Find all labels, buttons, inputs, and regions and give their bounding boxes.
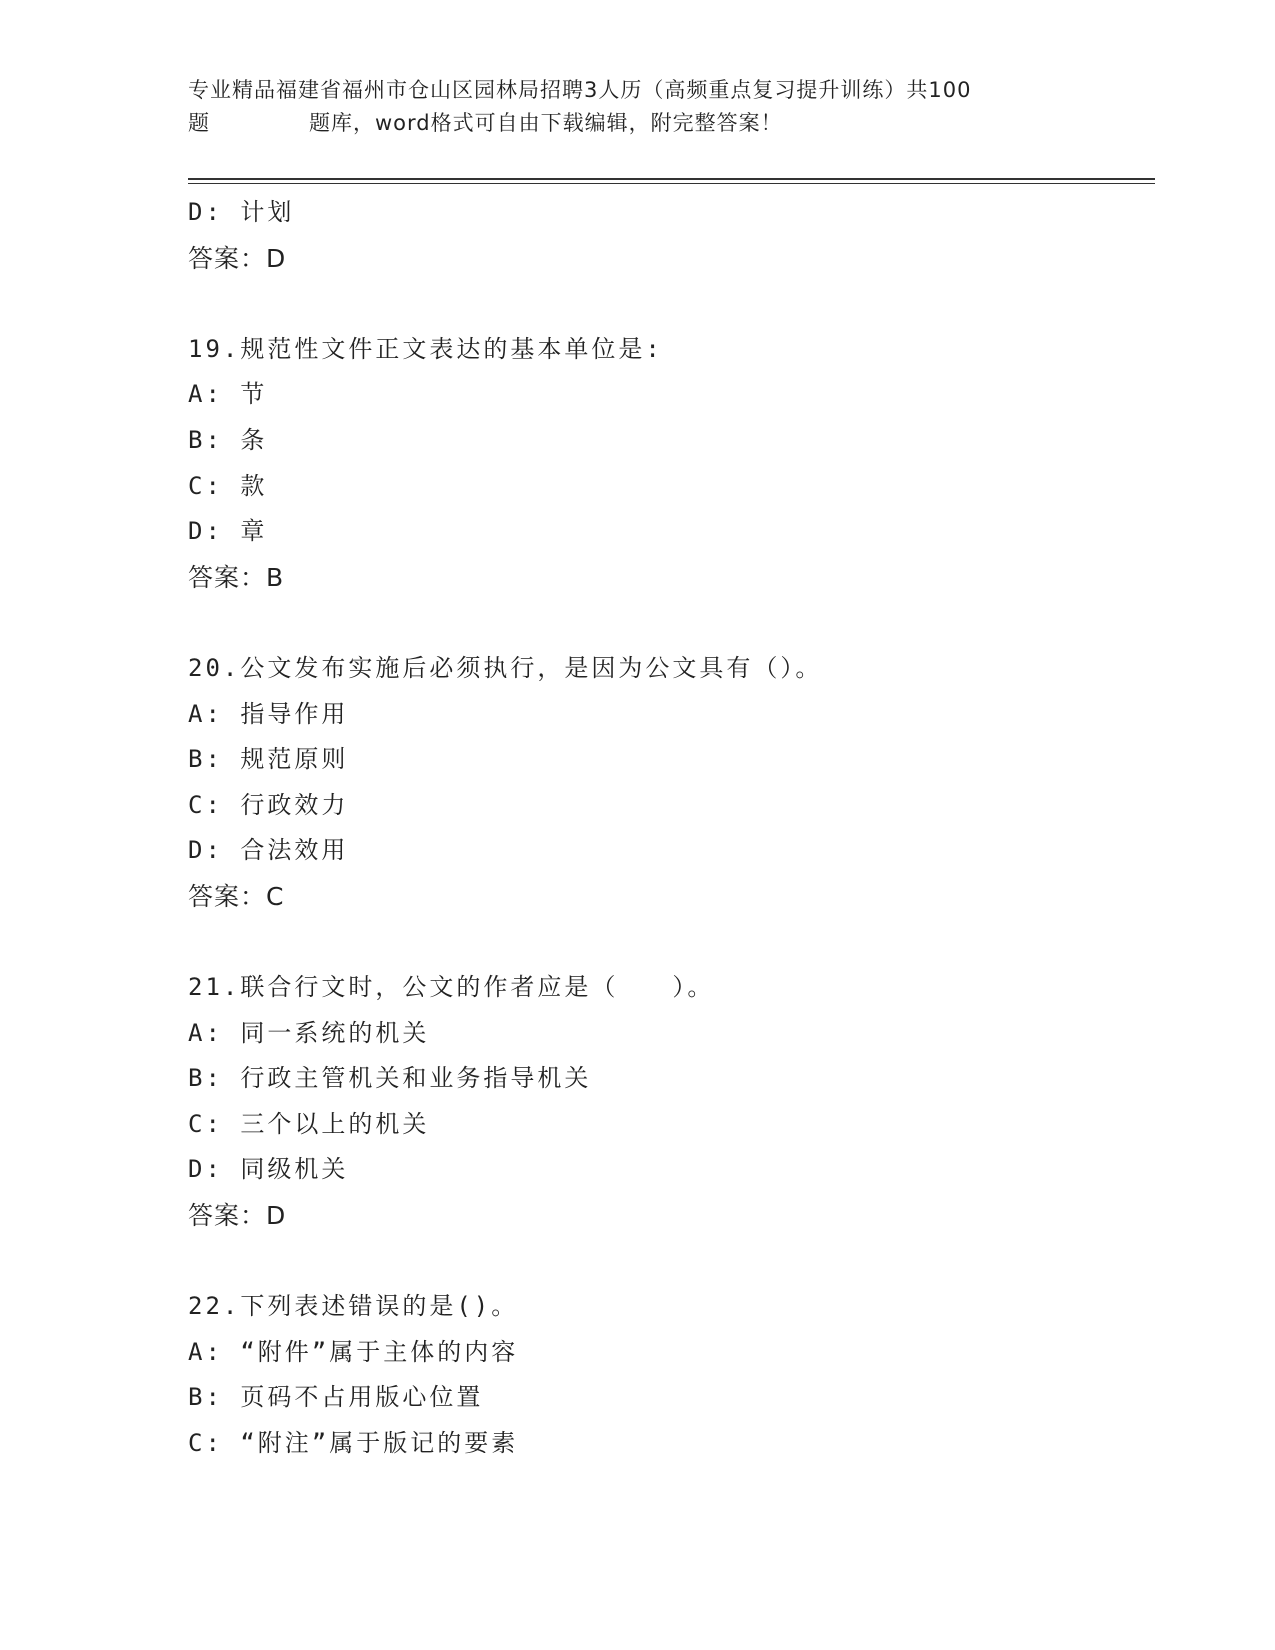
option-b: B: 规范原则 xyxy=(188,745,349,774)
question-20 xyxy=(188,646,1148,920)
question-stem: 22.下列表述错误的是()。 xyxy=(188,1292,519,1321)
option-b: B: 行政主管机关和业务指导机关 xyxy=(188,1064,592,1093)
question-stem: 21.联合行文时，公文的作者应是（ ）。 xyxy=(188,973,715,1002)
option-c: C: 行政效力 xyxy=(188,790,349,819)
option-c: C: 三个以上的机关 xyxy=(188,1109,430,1138)
option-c: C: 款 xyxy=(188,471,268,500)
header-title-line2-start: 题 xyxy=(188,111,210,135)
option-a: A: “附件”属于主体的内容 xyxy=(188,1337,519,1366)
header-title-line2: 题库，word格式可自由下载编辑，附完整答案！ xyxy=(309,111,783,135)
option-d: D: 同级机关 xyxy=(188,1155,349,1184)
document-header xyxy=(188,74,1088,140)
option-c: C: “附注”属于版记的要素 xyxy=(188,1429,519,1458)
option-a: A: 同一系统的机关 xyxy=(188,1018,430,1047)
option-b: B: 页码不占用版心位置 xyxy=(188,1383,484,1412)
question-21 xyxy=(188,965,1148,1239)
header-title-line1: 专业精品福建省福州市仓山区园林局招聘3人历（高频重点复习提升训练）共100 xyxy=(188,78,972,102)
option-b: B: 条 xyxy=(188,425,268,454)
option-d: D: 章 xyxy=(188,517,268,546)
question-stem: 19.规范性文件正文表达的基本单位是: xyxy=(188,334,663,363)
header-rule-thick xyxy=(188,178,1155,180)
answer: 答案：D xyxy=(188,1201,287,1231)
answer: 答案：D xyxy=(188,243,287,273)
question-19 xyxy=(188,327,1148,601)
option-a: A: 指导作用 xyxy=(188,699,349,728)
option-a: A: 节 xyxy=(188,380,268,409)
question-list xyxy=(188,190,1148,1467)
option-d: D: 计划 xyxy=(188,198,295,226)
question-stem: 20.公文发布实施后必须执行，是因为公文具有（）。 xyxy=(188,653,823,682)
answer: 答案：C xyxy=(188,881,285,911)
question-22 xyxy=(188,1284,1148,1466)
header-rule-thin xyxy=(188,183,1155,184)
answer: 答案：B xyxy=(188,562,285,592)
option-d: D: 合法效用 xyxy=(188,836,349,865)
